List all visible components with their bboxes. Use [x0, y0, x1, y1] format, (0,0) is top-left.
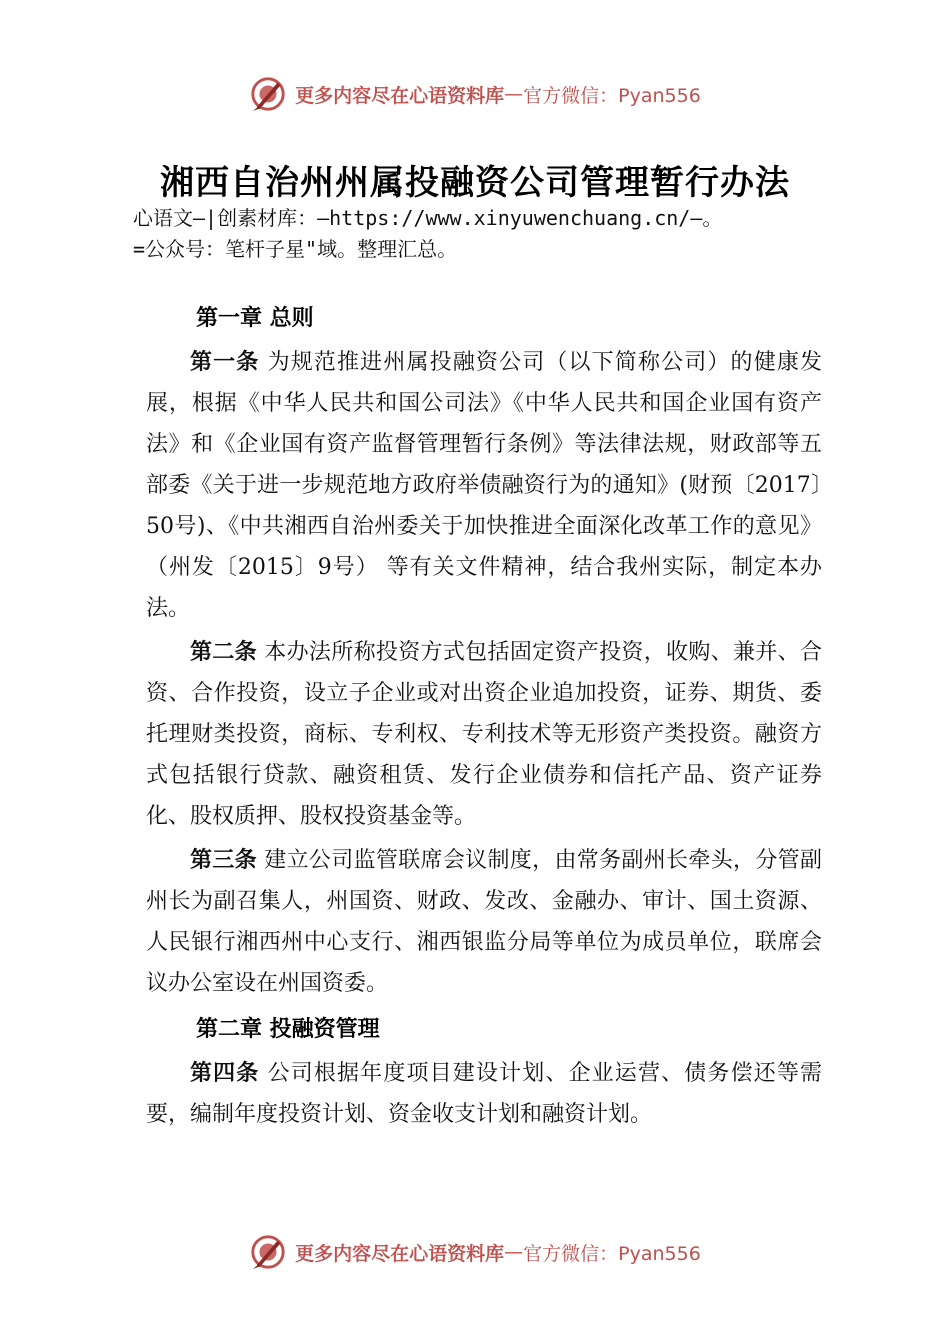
watermark-brand: 更多内容尽在心语资料库 — [295, 1242, 505, 1265]
article-text: 建立公司监管联席会议制度，由常务副州长牵头，分管副州长为副召集人，州国资、财政、发改、金融办、审计、国土资源、人民银行湘西州中心支行、湘西银监分局等单位为成员单位，联席会议办公室设在州国资委。 — [146, 848, 822, 996]
article-paragraph — [146, 632, 822, 837]
watermark-wechat: 官方微信：Pyan556 — [523, 84, 701, 107]
document-title: 湘西自治州州属投融资公司管理暂行办法 — [160, 163, 790, 203]
article-text: 本办法所称投资方式包括固定资产投资，收购、兼并、合资、合作投资，设立子企业或对出资企业追加投资，证券、期货、委托理财类投资，商标、专利权、专利技术等无形资产类投资。融资方式包括银行贷款、融资租赁、发行企业债券和信托产品、资产证券化、股权质押、股权投资基金等。 — [146, 640, 822, 829]
source-line-1: 心语文—|创素材库：—https://www.xinyuwenchuang.cn/—。 — [133, 206, 723, 230]
article-label: 第一条 — [190, 350, 260, 375]
watermark-banner-bottom — [0, 1228, 950, 1276]
article-label: 第三条 — [190, 848, 257, 873]
watermark-brand: 更多内容尽在心语资料库 — [295, 84, 505, 107]
pen-circle-logo-icon — [249, 75, 287, 113]
article-paragraph — [146, 1053, 822, 1135]
watermark-banner-top — [0, 70, 950, 118]
source-note — [133, 203, 833, 265]
watermark-separator: — — [504, 83, 524, 105]
source-line-2: =公众号：笔杆子星"域。整理汇总。 — [133, 237, 458, 261]
article-label: 第二条 — [190, 640, 257, 665]
chapter-heading: 第二章 投融资管理 — [196, 1017, 380, 1042]
article-label: 第四条 — [190, 1061, 260, 1086]
article-text: 为规范推进州属投融资公司（以下简称公司）的健康发展，根据《中华人民共和国公司法》《中华人民共和国企业国有资产法》和《企业国有资产监督管理暂行条例》等法律法规，财政部等五部委《关于进一步规范地方政府举债融资行为的通知》(财预〔2017〕50号)、《中共湘西自治州委关于加快推进全面深化改革工作的意见》（州发〔2015〕9号） 等有关文件精神，结合我州实际，制定本办法。 — [146, 350, 822, 621]
watermark-wechat: 官方微信：Pyan556 — [523, 1242, 701, 1265]
article-paragraph — [146, 342, 822, 629]
pen-circle-logo-icon — [249, 1233, 287, 1271]
watermark-separator: — — [504, 1241, 524, 1263]
article-paragraph — [146, 840, 822, 1004]
chapter-heading: 第一章 总则 — [196, 306, 314, 331]
article-text: 公司根据年度项目建设计划、企业运营、债务偿还等需要，编制年度投资计划、资金收支计划和融资计划。 — [146, 1061, 822, 1127]
document-body — [146, 296, 822, 1138]
